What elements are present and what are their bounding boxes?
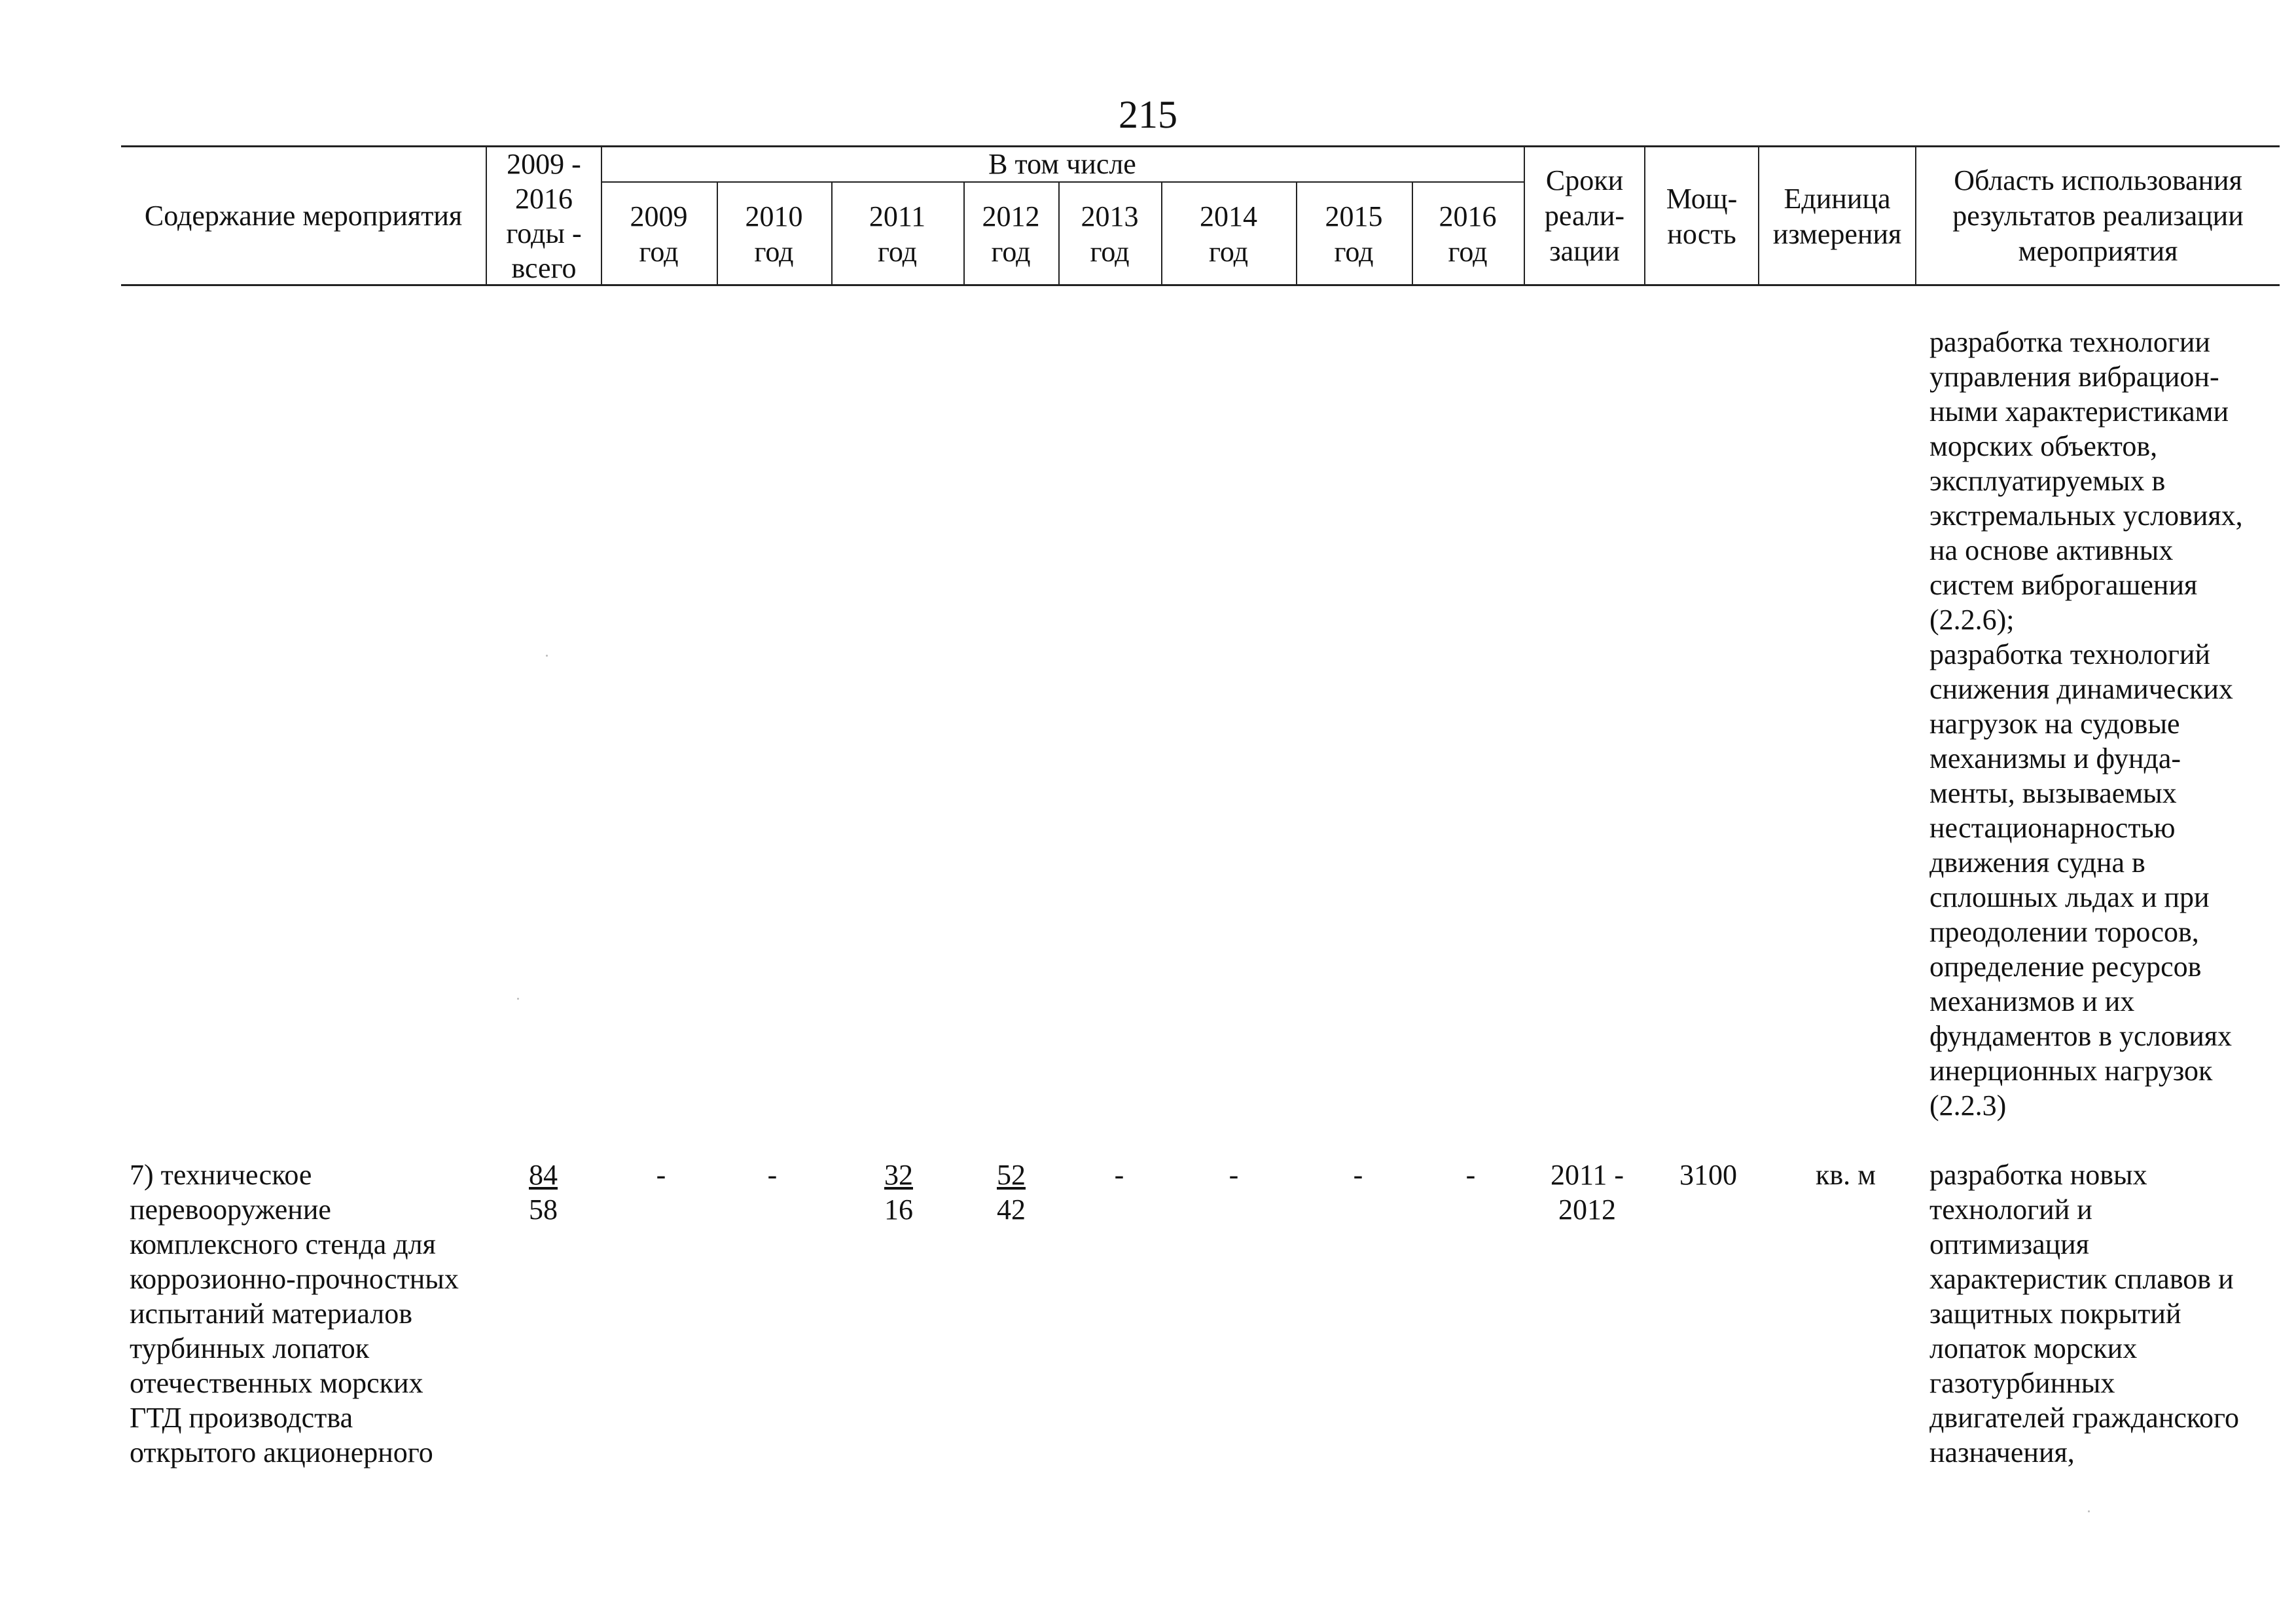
row7-area-text <box>1929 1158 2239 1470</box>
text-line: эксплуатируемых в <box>1929 465 2166 497</box>
text-line: коррозионно-прочностных <box>130 1263 459 1295</box>
total-value-top: 84 <box>529 1159 558 1191</box>
year-label: 2015 <box>1325 200 1383 232</box>
row7-total <box>501 1158 586 1227</box>
text-line: турбинных лопаток <box>130 1332 370 1364</box>
header-terms <box>1525 163 1644 269</box>
year-unit: год <box>1334 236 1374 268</box>
text-line: менты, вызываемых <box>1929 777 2177 809</box>
row7-2010: - <box>767 1159 778 1191</box>
row7-2012 <box>975 1158 1047 1227</box>
header-capacity-line: ность <box>1667 218 1736 250</box>
header-unit-line: Единица <box>1784 183 1891 215</box>
header-area-line: результатов реализации <box>1952 200 2244 232</box>
header-area-line: мероприятия <box>2018 235 2178 267</box>
header-capacity <box>1645 181 1758 252</box>
text-line: ными характеристиками <box>1929 395 2229 428</box>
row7-2014: - <box>1229 1159 1239 1191</box>
header-terms-line: зации <box>1549 235 1620 267</box>
text-line: разработка новых <box>1929 1159 2147 1191</box>
row7-content-text <box>130 1158 459 1470</box>
year-label: 2013 <box>1081 200 1139 232</box>
header-total-line: всего <box>511 252 577 284</box>
header-total <box>487 147 601 285</box>
text-line: механизмы и фунда- <box>1929 742 2181 775</box>
text-line: характеристик сплавов и <box>1929 1263 2234 1295</box>
header-content-title: Содержание мероприятия <box>144 200 463 232</box>
year-unit: год <box>639 236 679 268</box>
text-line: механизмов и их <box>1929 985 2135 1017</box>
row7-capacity: 3100 <box>1679 1159 1737 1191</box>
text-line: (2.2.3) <box>1929 1089 2007 1122</box>
scan-speck <box>517 998 519 1000</box>
year-unit: год <box>877 236 918 268</box>
header-capacity-line: Мощ- <box>1666 183 1738 215</box>
text-line: защитных покрытий <box>1929 1298 2181 1330</box>
year-label: 2016 <box>1439 200 1497 232</box>
value-bottom: 16 <box>884 1194 913 1226</box>
header-including: В том числе <box>988 148 1136 180</box>
year-unit: год <box>1090 236 1130 268</box>
total-value-bottom: 58 <box>529 1194 558 1226</box>
terms-top: 2011 - <box>1550 1159 1624 1191</box>
row7-2016: - <box>1465 1159 1476 1191</box>
header-year-2010 <box>717 199 831 270</box>
year-label: 2009 <box>630 200 688 232</box>
row7-terms <box>1532 1158 1643 1227</box>
header-total-line: 2016 <box>515 183 573 215</box>
year-label: 2010 <box>745 200 803 232</box>
scan-speck <box>546 655 548 657</box>
text-line: отечественных морских <box>130 1367 423 1399</box>
text-line: определение ресурсов <box>1929 951 2202 983</box>
header-terms-line: Сроки <box>1545 164 1624 196</box>
text-line: (2.2.6); <box>1929 604 2015 636</box>
header-year-2014 <box>1161 199 1296 270</box>
year-unit: год <box>1208 236 1249 268</box>
row7-2011 <box>863 1158 935 1227</box>
header-area <box>1916 163 2280 269</box>
text-line: лопаток морских <box>1929 1332 2138 1364</box>
text-line: нестационарностью <box>1929 812 2176 844</box>
header-year-2013 <box>1058 199 1161 270</box>
year-label: 2014 <box>1200 200 1257 232</box>
text-line: ГТД производства <box>130 1402 353 1434</box>
text-line: фундаментов в условиях <box>1929 1020 2233 1052</box>
header-terms-line: реали- <box>1544 200 1625 232</box>
text-line: разработка технологий <box>1929 638 2210 670</box>
terms-bottom: 2012 <box>1558 1194 1616 1226</box>
text-line: 7) техническое <box>130 1159 312 1191</box>
text-line: комплексного стенда для <box>130 1228 436 1260</box>
header-year-2012 <box>963 199 1058 270</box>
header-unit-line: измерения <box>1772 218 1902 250</box>
header-year-2016 <box>1412 199 1524 270</box>
header-total-line: годы - <box>506 217 582 249</box>
header-area-line: Область использования <box>1954 164 2242 196</box>
value-top: 52 <box>997 1159 1026 1191</box>
text-line: перевооружение <box>130 1194 331 1226</box>
page-number: 215 <box>1119 93 1177 136</box>
text-line: технологий и <box>1929 1194 2092 1226</box>
row7-2013: - <box>1114 1159 1124 1191</box>
header-bottom-rule <box>121 284 2280 286</box>
row7-2015: - <box>1353 1159 1363 1191</box>
text-line: экстремальных условиях, <box>1929 500 2243 532</box>
text-line: открытого акционерного <box>130 1436 433 1468</box>
header-year-2009 <box>601 199 717 270</box>
scan-speck <box>2088 1510 2090 1512</box>
header-year-2011 <box>831 199 963 270</box>
row7-unit: кв. м <box>1816 1159 1876 1191</box>
year-unit: год <box>754 236 794 268</box>
value-top: 32 <box>884 1159 913 1191</box>
text-line: на основе активных <box>1929 534 2174 566</box>
text-line: снижения динамических <box>1929 673 2233 705</box>
continuation-area-text <box>1929 325 2243 1123</box>
text-line: инерционных нагрузок <box>1929 1055 2213 1087</box>
row7-2009: - <box>656 1159 666 1191</box>
header-unit <box>1759 181 1915 252</box>
value-bottom: 42 <box>997 1194 1026 1226</box>
year-label: 2011 <box>869 200 926 232</box>
text-line: управления вибрацион- <box>1929 361 2219 393</box>
header-year-2015 <box>1296 199 1412 270</box>
text-line: разработка технологии <box>1929 326 2210 358</box>
text-line: назначения, <box>1929 1436 2075 1468</box>
text-line: испытаний материалов <box>130 1298 413 1330</box>
year-label: 2012 <box>982 200 1040 232</box>
text-line: систем виброгашения <box>1929 569 2198 601</box>
text-line: сплошных льдах и при <box>1929 881 2210 913</box>
text-line: морских объектов, <box>1929 430 2158 462</box>
year-unit: год <box>991 236 1031 268</box>
text-line: оптимизация <box>1929 1228 2089 1260</box>
text-line: двигателей гражданского <box>1929 1402 2239 1434</box>
year-unit: год <box>1448 236 1488 268</box>
text-line: движения судна в <box>1929 847 2145 879</box>
text-line: преодолении торосов, <box>1929 916 2199 948</box>
text-line: газотурбинных <box>1929 1367 2115 1399</box>
header-total-line: 2009 - <box>507 148 581 180</box>
text-line: нагрузок на судовые <box>1929 708 2180 740</box>
